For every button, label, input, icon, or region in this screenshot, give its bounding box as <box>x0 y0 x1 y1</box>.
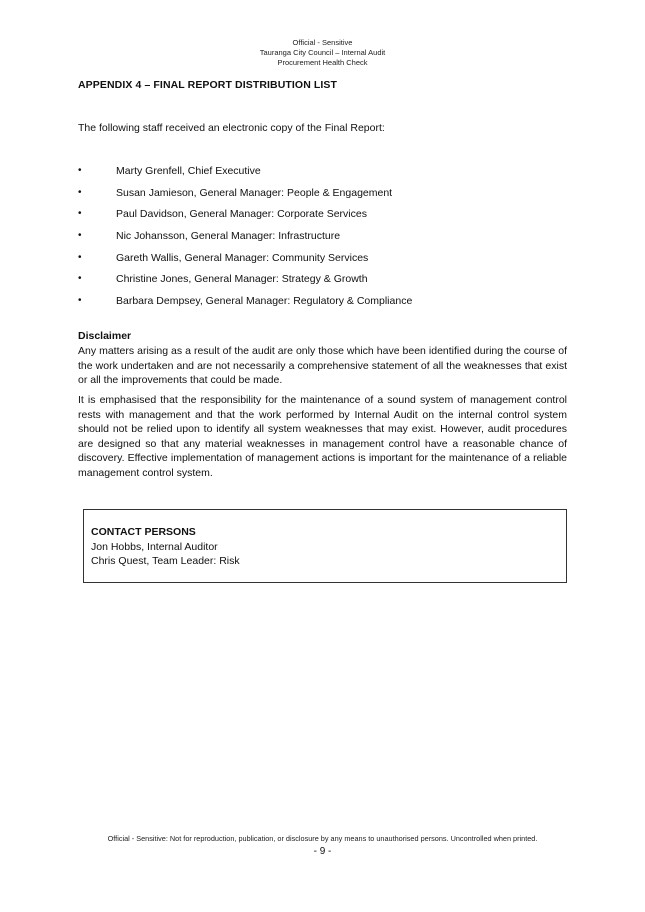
page-title: APPENDIX 4 – FINAL REPORT DISTRIBUTION LIST <box>78 79 338 91</box>
page-number: - 9 - <box>313 846 332 857</box>
list-item-text: Christine Jones, General Manager: Strategy & Growth <box>116 273 368 286</box>
page-header <box>0 38 645 68</box>
intro-text: The following staff received an electronic copy of the Final Report: <box>78 122 385 134</box>
bullet-icon: • <box>78 295 82 307</box>
bullet-icon: • <box>78 230 82 242</box>
list-item-text: Paul Davidson, General Manager: Corporate Services <box>116 208 367 221</box>
header-report-name: Procurement Health Check <box>277 58 368 67</box>
list-item-text: Gareth Wallis, General Manager: Community Services <box>116 251 369 264</box>
contact-heading: CONTACT PERSONS <box>91 526 196 538</box>
disclaimer-paragraph-1: Any matters arising as a result of the audit are only those which have been identified during the course of the work undertaken and are not necessarily a comprehensive statement of all the weaknesses that exist or all the improvements that could be made. <box>78 345 567 387</box>
bullet-icon: • <box>78 251 82 263</box>
bullet-icon: • <box>78 186 82 198</box>
bullet-icon: • <box>78 208 82 220</box>
list-item-text: Marty Grenfell, Chief Executive <box>116 165 261 177</box>
list-item-text: Nic Johansson, General Manager: Infrastructure <box>116 230 341 243</box>
header-classification: Official - Sensitive <box>292 38 353 47</box>
contact-persons-box <box>83 509 567 583</box>
bullet-icon: • <box>78 165 82 176</box>
contact-person-2: Chris Quest, Team Leader: Risk <box>91 555 240 567</box>
list-item-text: Barbara Dempsey, General Manager: Regulatory & Compliance <box>116 295 413 308</box>
contact-person-1: Jon Hobbs, Internal Auditor <box>91 541 218 553</box>
header-organisation: Tauranga City Council – Internal Audit <box>259 48 386 57</box>
disclaimer-heading: Disclaimer <box>78 330 132 342</box>
list-item-text: Susan Jamieson, General Manager: People & Engagement <box>116 186 393 199</box>
bullet-icon: • <box>78 273 82 285</box>
footer-notice: Official - Sensitive: Not for reproduction, publication, or disclosure by any means to unauthorised persons. Uncontrolled when printed. <box>107 834 538 843</box>
disclaimer-paragraph-2: It is emphasised that the responsibility for the maintenance of a sound system of management control rests with management and that the work performed by Internal Audit on the internal control system should not be relied upon to identify all system weaknesses that may exist. However, audit procedures are designed so that any material weaknesses in management control have a reasonable chance of discovery. Effective implementation of management actions is important for the maintenance of a reliable management control system. <box>78 394 567 479</box>
